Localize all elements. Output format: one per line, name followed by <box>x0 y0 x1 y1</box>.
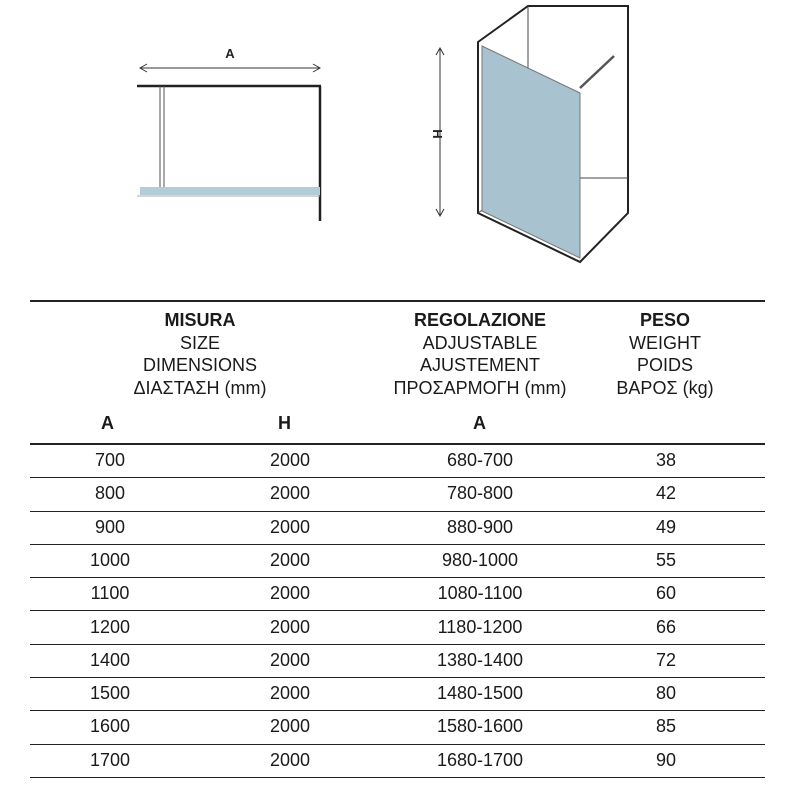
weight-header-line-1: PESO <box>639 310 691 330</box>
cell-size-a: 1200 <box>89 616 131 637</box>
cell-weight: 66 <box>655 616 677 637</box>
cell-weight: 38 <box>655 450 677 470</box>
cell-adjustable: 880-900 <box>446 516 514 537</box>
cell-size-a: 1100 <box>90 583 130 604</box>
cell-size-h: 2000 <box>269 516 311 537</box>
size-header-line-1: MISURA <box>164 310 236 330</box>
cell-size-a: 800 <box>94 483 126 504</box>
adjust-a-subheader: A <box>473 413 486 433</box>
cell-weight: 80 <box>655 683 677 704</box>
cell-weight: 49 <box>655 516 677 537</box>
table-row <box>30 677 765 711</box>
shower-screen-drawings <box>0 0 800 290</box>
cell-adjustable: 1380-1400 <box>436 649 524 670</box>
weight-header-line-3: POIDS <box>636 355 693 375</box>
weight-column-header <box>600 309 730 399</box>
cell-size-a: 1500 <box>89 683 131 704</box>
cell-weight: 60 <box>655 583 677 604</box>
cell-adjustable: 780-800 <box>446 483 514 504</box>
cell-size-h: 2000 <box>269 450 311 470</box>
cell-adjustable: 1080-1100 <box>437 583 523 604</box>
table-row <box>30 477 765 511</box>
dimension-h-label: H <box>430 129 445 139</box>
size-column-header <box>110 309 290 399</box>
table-row <box>30 511 765 545</box>
cell-size-h: 2000 <box>269 716 311 737</box>
size-header-line-3: DIMENSIONS <box>142 355 257 375</box>
cell-size-a: 1000 <box>89 549 131 570</box>
cell-weight: 42 <box>655 483 677 504</box>
table-top-rule <box>30 300 765 302</box>
dimension-a-label: A <box>225 46 235 61</box>
adjustable-column-header <box>375 309 585 399</box>
cell-size-h: 2000 <box>269 616 311 637</box>
cell-size-h: 2000 <box>269 583 311 604</box>
size-header-line-4: ΔΙΑΣΤΑΣΗ (mm) <box>133 377 267 398</box>
cell-size-h: 2000 <box>269 683 311 704</box>
weight-header-line-2: WEIGHT <box>629 332 701 353</box>
table-row <box>30 744 765 778</box>
table-row <box>30 710 765 744</box>
cell-weight: 55 <box>655 549 677 570</box>
cell-adjustable: 1680-1700 <box>436 749 524 770</box>
cell-size-a: 700 <box>94 450 126 470</box>
cell-size-a: 900 <box>94 516 126 537</box>
elevation-view-drawing <box>430 6 628 262</box>
weight-header-line-4: ΒΑΡΟΣ (kg) <box>616 377 714 398</box>
cell-size-h: 2000 <box>269 483 311 504</box>
cell-size-h: 2000 <box>269 649 311 670</box>
table-row <box>30 611 765 645</box>
cell-size-h: 2000 <box>269 549 311 570</box>
cell-weight: 72 <box>655 649 677 670</box>
cell-weight: 85 <box>655 716 677 737</box>
cell-adjustable: 1180-1200 <box>437 616 523 637</box>
cell-adjustable: 1580-1600 <box>436 716 524 737</box>
adjustable-header-line-4: ΠΡΟΣΑΡΜΟΓΗ (mm) <box>393 377 567 398</box>
cell-adjustable: 680-700 <box>446 450 514 470</box>
adjustable-header-line-1: REGOLAZIONE <box>413 310 546 330</box>
size-header-line-2: SIZE <box>179 332 220 353</box>
cell-size-a: 1700 <box>89 749 131 770</box>
adjustable-header-line-3: AJUSTEMENT <box>419 355 540 375</box>
cell-weight: 90 <box>655 749 677 770</box>
cell-adjustable: 1480-1500 <box>436 683 524 704</box>
cell-size-a: 1400 <box>89 649 131 670</box>
top-view-drawing <box>137 46 321 221</box>
table-row <box>30 644 765 678</box>
cell-adjustable: 980-1000 <box>441 549 519 570</box>
table-row <box>30 444 765 478</box>
adjustable-header-line-2: ADJUSTABLE <box>422 332 538 353</box>
cell-size-h: 2000 <box>269 749 311 770</box>
size-h-subheader: H <box>278 413 291 433</box>
size-a-subheader: A <box>101 413 114 433</box>
cell-size-a: 1600 <box>89 716 131 737</box>
table-row <box>30 577 765 611</box>
table-row <box>30 544 765 578</box>
